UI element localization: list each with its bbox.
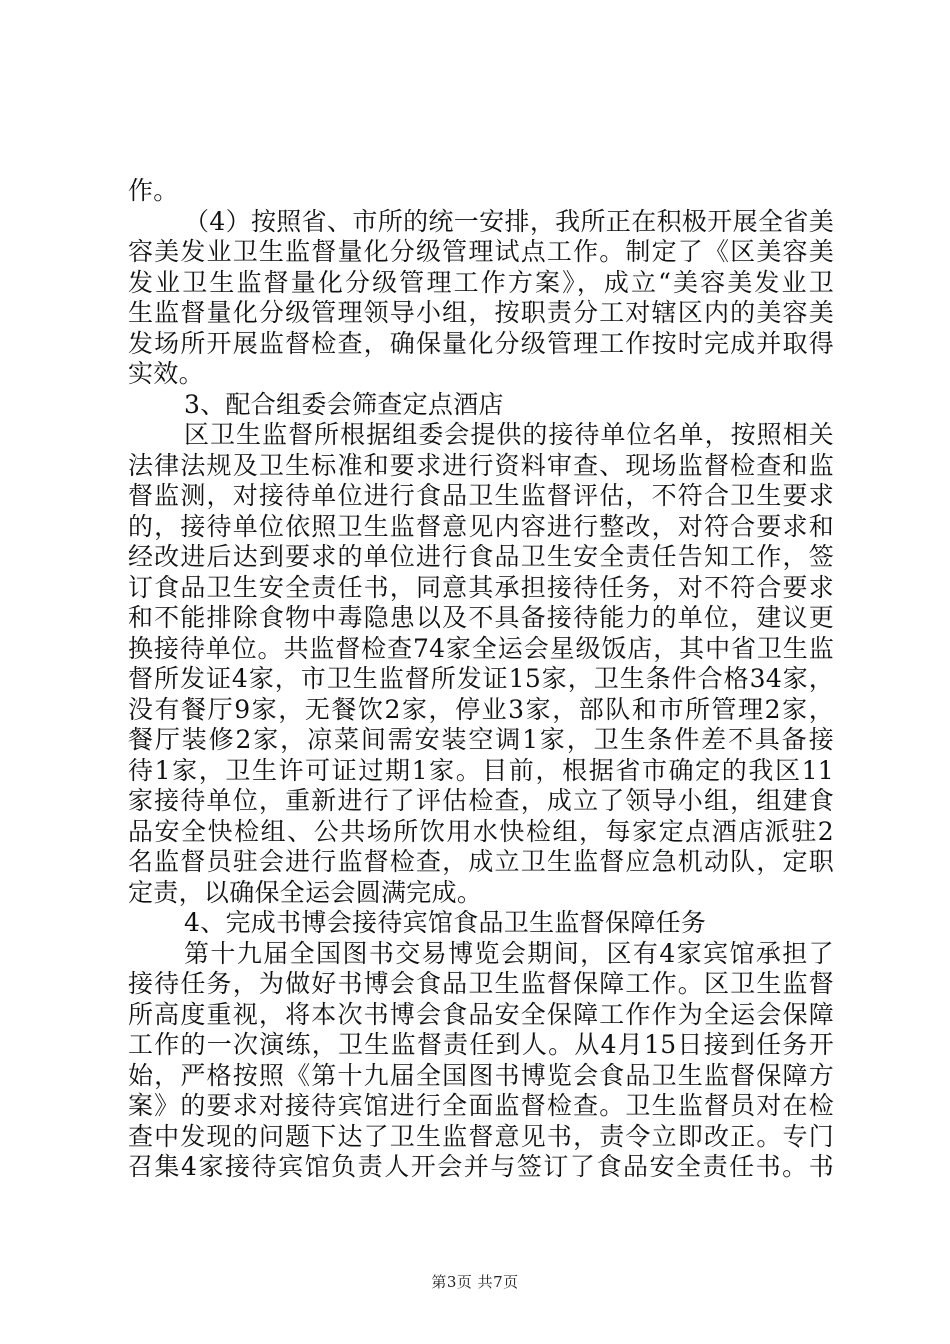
text-line: 督监测，对接待单位进行食品卫生监督评估，不符合卫生要求 xyxy=(128,481,834,510)
text-line: 和不能排除食物中毒隐患以及不具备接待能力的单位，建议更 xyxy=(128,603,834,632)
text-line: 召集4家接待宾馆负责人开会并与签订了食品安全责任书。书 xyxy=(128,1152,834,1181)
text-line: 容美发业卫生监督量化分级管理试点工作。制定了《区美容美 xyxy=(128,237,834,266)
document-body xyxy=(128,176,834,1183)
text-line: 区卫生监督所根据组委会提供的接待单位名单，按照相关 xyxy=(184,420,834,449)
text-line: 待1家，卫生许可证过期1家。目前，根据省市确定的我区11 xyxy=(128,755,834,785)
text-line: 定责，以确保全运会圆满完成。 xyxy=(128,877,483,907)
text-line: 发场所开展监督检查，确保量化分级管理工作按时完成并取得 xyxy=(128,328,834,358)
text-line: 作。 xyxy=(128,176,179,205)
text-line: 餐厅装修2家，凉菜间需安装空调1家，卫生条件差不具备接 xyxy=(128,725,834,754)
text-line: 订食品卫生安全责任书，同意其承担接待任务，对不符合要求 xyxy=(128,572,834,602)
page-footer: 第3页 共7页 xyxy=(431,1273,519,1291)
text-line: 4、完成书博会接待宾馆食品卫生监督保障任务 xyxy=(184,908,707,937)
text-line: 经改进后达到要求的单位进行食品卫生安全责任告知工作，签 xyxy=(128,542,834,571)
text-line: （4）按照省、市所的统一安排，我所正在积极开展全省美 xyxy=(184,206,834,236)
text-line: 实效。 xyxy=(128,359,204,388)
text-line: 接待任务，为做好书博会食品卫生监督保障工作。区卫生监督 xyxy=(128,969,834,998)
text-line: 3、配合组委会筛查定点酒店 xyxy=(184,389,504,419)
text-line: 换接待单位。共监督检查74家全运会星级饭店，其中省卫生监 xyxy=(128,633,834,663)
text-line: 案》的要求对接待宾馆进行全面监督检查。卫生监督员对在检 xyxy=(128,1091,834,1120)
text-line: 家接待单位，重新进行了评估检查，成立了领导小组，组建食 xyxy=(128,786,834,815)
text-line: 发业卫生监督量化分级管理工作方案》，成立“美容美发业卫 xyxy=(128,267,834,297)
text-line: 查中发现的问题下达了卫生监督意见书，责令立即改正。专门 xyxy=(128,1121,834,1151)
text-line: 所高度重视，将本次书博会食品安全保障工作作为全运会保障 xyxy=(128,999,834,1029)
text-line: 始，严格按照《第十九届全国图书博览会食品卫生监督保障方 xyxy=(128,1060,834,1090)
text-line: 工作的一次演练，卫生监督责任到人。从4月15日接到任务开 xyxy=(128,1030,834,1059)
text-line: 名监督员驻会进行监督检查，成立卫生监督应急机动队，定职 xyxy=(128,847,834,876)
text-line: 品安全快检组、公共场所饮用水快检组，每家定点酒店派驻2 xyxy=(128,816,834,846)
text-line: 生监督量化分级管理领导小组，按职责分工对辖区内的美容美 xyxy=(128,298,834,327)
text-line: 第十九届全国图书交易博览会期间，区有4家宾馆承担了 xyxy=(184,938,834,968)
text-line: 的，接待单位依照卫生监督意见内容进行整改，对符合要求和 xyxy=(128,511,834,541)
text-line: 法律法规及卫生标准和要求进行资料审查、现场监督检查和监 xyxy=(128,450,834,480)
text-line: 督所发证4家，市卫生监督所发证15家，卫生条件合格34家， xyxy=(128,664,834,693)
text-line: 没有餐厅9家，无餐饮2家，停业3家，部队和市所管理2家， xyxy=(128,694,834,724)
